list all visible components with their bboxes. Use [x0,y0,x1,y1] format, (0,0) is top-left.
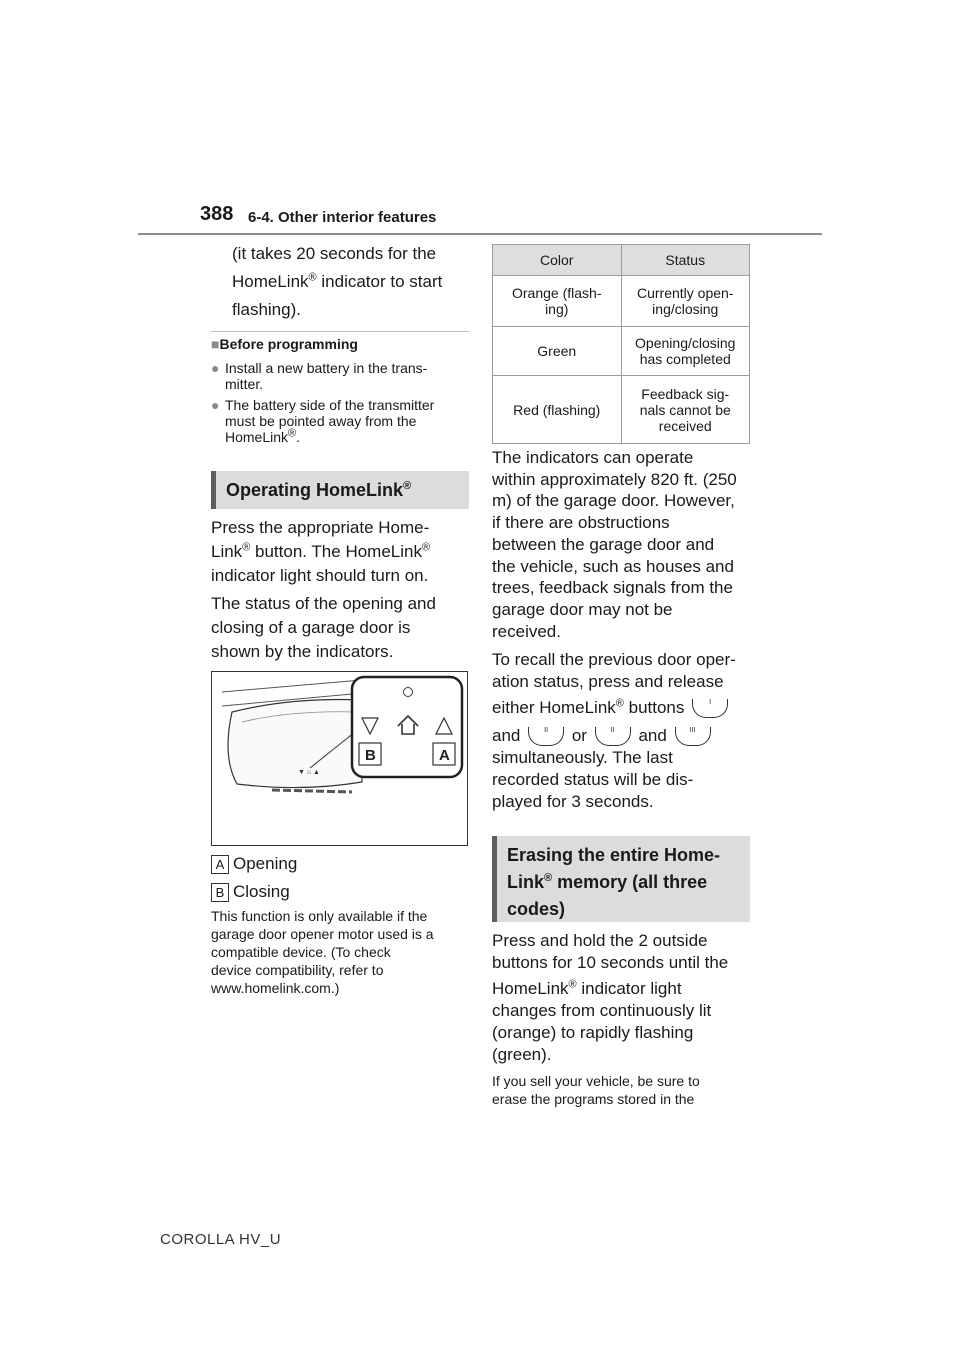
status-paragraph: The status of the opening and closing of a garage door is shown by the indicators. [211,594,436,661]
mirror-diagram [212,672,467,845]
intro-line: HomeLink® indicator to start [232,271,443,291]
indicator-status-table [492,244,750,444]
bullet-item: ● Install a new battery in the trans- mitter. [211,360,428,392]
press-paragraph: Press the appropriate Home- Link® button. The HomeLink® indicator light should turn on. [211,518,431,585]
legend-key: B [211,883,229,902]
recall-paragraph: To recall the previous door oper- ation status, press and release either HomeLink® buttons I and II or II and III simultaneously. The last recorded status will be dis- played for 3 seconds. [492,650,736,811]
square-bullet-icon: ■ [211,336,220,352]
table-row: Green Opening/closing has completed [493,327,750,376]
table-row: Red (flashing) Feedback sig- nals cannot be received [493,376,750,444]
mirror-illustration [211,671,468,846]
svg-text:▼ ⌂ ▲: ▼ ⌂ ▲ [298,769,320,776]
page-number: 388 [200,203,234,225]
intro-paragraph [232,240,472,324]
table-header-row [493,245,750,276]
homelink-button-1-icon: I [692,699,728,718]
table-header: Color [493,245,622,276]
homelink-button-3-icon: III [675,727,711,746]
figure-label-a: A [439,747,450,764]
intro-line: (it takes 20 seconds for the [232,244,437,263]
sell-note: If you sell your vehicle, be sure to erase the programs stored in the [492,1073,700,1107]
table-header: Status [621,245,750,276]
circle-bullet-icon: ● [211,360,220,376]
erase-memory-heading: Erasing the entire Home- Link® memory (all three codes) [492,836,750,922]
divider [211,331,469,332]
header-rule [138,233,822,235]
section-title: 6-4. Other interior features [248,209,437,226]
legend-key: A [211,855,229,874]
homelink-button-2-icon: II [595,727,631,746]
range-paragraph: The indicators can operate within approximately 820 ft. (250 m) of the garage door. However, if there are obstructions between the garage door and the vehicle, such as houses and trees, feedback signals from the garage door may not be received. [492,448,737,641]
legend-closing: B Closing [211,880,290,904]
before-programming-heading: ■Before programming [211,336,358,352]
compatibility-note: This function is only available if the garage door opener motor used is a compatible device. (To check device compatibility, refer to www.homelink.com.) [211,908,434,996]
legend-opening: A Opening [211,852,297,876]
erase-paragraph: Press and hold the 2 outside buttons for 10 seconds until the HomeLink® indicator light changes from continuously lit (orange) to rapidly flashing (green). [492,931,729,1064]
homelink-button-2-icon: II [528,727,564,746]
operating-homelink-heading: Operating HomeLink® [211,471,469,509]
bullet-item: ● The battery side of the transmitter must be pointed away from the HomeLink®. [211,397,435,445]
footer-model: COROLLA HV_U [160,1231,282,1248]
table-row: Orange (flash- ing) Currently open- ing/closing [493,276,750,327]
figure-label-b: B [365,747,376,764]
intro-line: flashing). [232,300,301,319]
circle-bullet-icon: ● [211,397,220,413]
